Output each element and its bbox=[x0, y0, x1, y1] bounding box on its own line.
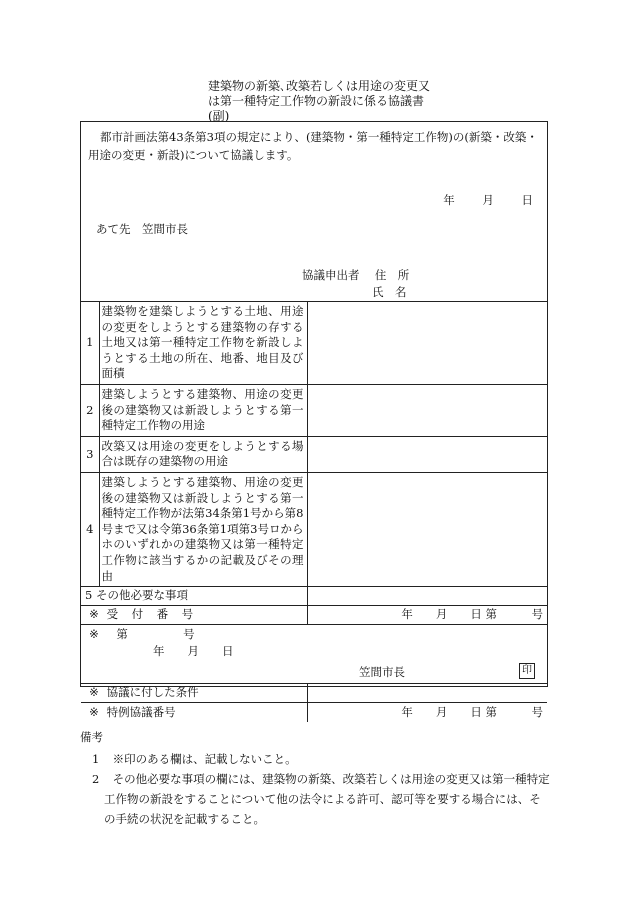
applicant-name-label[interactable]: 氏 名 bbox=[372, 285, 407, 299]
approval-cell bbox=[81, 625, 547, 684]
date-day: 日 bbox=[521, 193, 533, 207]
notes-section bbox=[80, 727, 550, 829]
applicant-block bbox=[302, 267, 409, 301]
row-label: 建築しようとする建築物、用途の変更後の建築物又は新設しようとする第一種特定工作物の用途 bbox=[99, 384, 307, 436]
form-box bbox=[80, 121, 548, 719]
office-use-mark: ※ bbox=[89, 607, 99, 622]
office-use-mark: ※ bbox=[89, 627, 99, 642]
date-month: 月 bbox=[482, 193, 494, 207]
table-row bbox=[81, 587, 547, 606]
intro-text: 都市計画法第43条第3項の規定により、(建築物・第一種特定工作物)の(新築・改築・用途の変更・新設)について協議します。 bbox=[88, 130, 538, 162]
applicability-reason-field[interactable] bbox=[307, 472, 547, 586]
row-label: 建築しようとする建築物、用途の変更後の建築物又は新設しようとする第一種特定工作物が法第34条第1号から第8号まで又は令第36条第1項第3号ロからホのいずれかの建築物又は第一種特定工作物に該当するかの記載及びその理由 bbox=[99, 472, 307, 586]
title-line-3: (副) bbox=[208, 109, 230, 123]
special-date: 年 月 日 第 号 bbox=[401, 704, 543, 719]
building-use-field[interactable] bbox=[307, 384, 547, 436]
row-number: 4 bbox=[81, 472, 99, 586]
receipt-number-field bbox=[307, 606, 547, 625]
row-number: 5 bbox=[85, 588, 93, 603]
office-use-mark: ※ bbox=[89, 704, 99, 719]
table-row bbox=[81, 703, 547, 722]
approval-date: 年 月 日 bbox=[153, 644, 234, 659]
addressee: あて先 笠間市長 bbox=[96, 222, 188, 236]
office-use-mark: ※ bbox=[89, 685, 99, 700]
form-title bbox=[208, 79, 448, 124]
mayor-label: 笠間市長 bbox=[359, 665, 405, 680]
table-row bbox=[81, 472, 547, 586]
table-row bbox=[81, 384, 547, 436]
other-matters-label: その他必要な事項 bbox=[95, 588, 188, 603]
date-year: 年 bbox=[443, 193, 455, 207]
applicant-heading: 協議申出者 bbox=[302, 268, 360, 282]
note-number: 2 bbox=[92, 772, 100, 786]
row-label bbox=[81, 587, 307, 606]
conditions-label: 協議に付した条件 bbox=[106, 685, 199, 700]
approval-dai: 第 bbox=[116, 627, 128, 642]
receipt-date: 年 月 日 第 号 bbox=[401, 607, 543, 622]
notes-heading: 備考 bbox=[80, 730, 103, 744]
conditions-label-cell bbox=[81, 684, 307, 703]
conditions-field bbox=[307, 684, 547, 703]
receipt-number-label: 受 付 番 号 bbox=[106, 607, 195, 622]
table-row bbox=[81, 606, 547, 625]
row-number: 1 bbox=[81, 302, 99, 385]
submission-date[interactable] bbox=[419, 192, 533, 208]
table-row bbox=[81, 436, 547, 472]
title-line-1: 建築物の新築､改築若しくは用途の変更又 bbox=[208, 79, 431, 93]
application-table bbox=[81, 301, 547, 722]
special-number-label: 特例協議番号 bbox=[106, 704, 176, 719]
special-number-field bbox=[307, 703, 547, 722]
note-item bbox=[80, 769, 550, 829]
land-location-field[interactable] bbox=[307, 302, 547, 385]
receipt-label-cell bbox=[81, 606, 307, 625]
applicant-address-label[interactable]: 住 所 bbox=[374, 268, 410, 282]
existing-use-field[interactable] bbox=[307, 436, 547, 472]
table-row bbox=[81, 625, 547, 684]
table-row bbox=[81, 684, 547, 703]
official-seal-icon: 印 bbox=[519, 663, 535, 679]
special-label-cell bbox=[81, 703, 307, 722]
table-row bbox=[81, 302, 547, 385]
row-number: 3 bbox=[81, 436, 99, 472]
row-label: 改築又は用途の変更をしようとする場合は既存の建築物の用途 bbox=[99, 436, 307, 472]
note-text: その他必要な事項の欄には、建築物の新築、改築若しくは用途の変更又は第一種特定工作物の新設をすることについて他の法令による許可、認可等を要する場合には、その手続の状況を記載すること。 bbox=[104, 772, 550, 826]
note-number: 1 bbox=[92, 752, 100, 766]
row-number: 2 bbox=[81, 384, 99, 436]
other-matters-field[interactable] bbox=[307, 587, 547, 606]
note-text: ※印のある欄は、記載しないこと。 bbox=[112, 752, 297, 766]
note-item bbox=[80, 749, 550, 769]
approval-go: 号 bbox=[183, 627, 195, 642]
title-line-2: は第一種特定工作物の新設に係る協議書 bbox=[208, 94, 425, 108]
row-label: 建築物を建築しようとする土地、用途の変更をしようとする建築物の存する土地又は第一種特定工作物を新設しようとする土地の所在、地番、地目及び面積 bbox=[99, 302, 307, 385]
